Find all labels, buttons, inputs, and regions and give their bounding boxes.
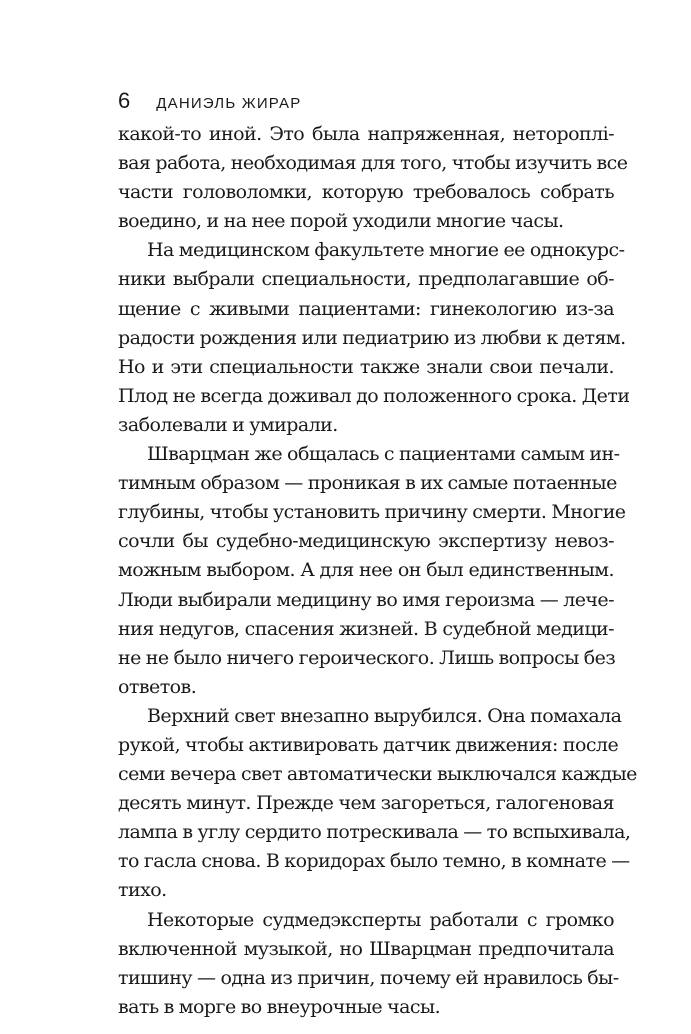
text-line: На медицинском факультете многие ее однокурс- xyxy=(147,239,625,262)
text-line: какой-то иной. Это была напряженная, нетороплі- xyxy=(118,123,614,145)
text-line: тихо. xyxy=(118,879,167,902)
paragraph xyxy=(118,702,637,906)
paragraph xyxy=(118,120,628,236)
text-line: вая работа, необходимая для того, чтобы изучить все xyxy=(118,152,628,175)
text-line: Плод не всегда доживал до положенного срока. Дети xyxy=(118,384,630,407)
text-line: Но и эти специальности также знали свои печали. xyxy=(118,355,614,378)
paragraph xyxy=(118,440,626,702)
text-line: радости рождения или педиатрию из любви к детям. xyxy=(118,326,626,349)
text-line: десять минут. Прежде чем загореться, галогеновая xyxy=(118,792,614,815)
text-line: ники выбрали специальности, предполагавшие об- xyxy=(118,268,614,291)
text-line: лампа в углу сердито потрескивала — то вспыхивала, xyxy=(118,821,631,844)
page-header xyxy=(118,88,301,116)
text-line: включенной музыкой, но Шварцман предпочитала xyxy=(118,937,614,960)
text-line: части головоломки, которую требовалось собрать xyxy=(118,181,614,204)
text-line: не не было ничего героического. Лишь вопросы без xyxy=(118,646,616,669)
text-line: Шварцман же общалась с пациентами самым ин- xyxy=(147,443,620,466)
text-line: заболевали и умирали. xyxy=(118,413,338,436)
text-line: глубины, чтобы установить причину смерти. Многие xyxy=(118,501,626,524)
text-line: щение с живыми пациентами: гинекологию из-за xyxy=(118,297,614,320)
paragraph xyxy=(118,236,630,440)
text-line: семи вечера свет автоматически выключался каждые xyxy=(118,763,637,786)
running-head-author: ДАНИЭЛЬ ЖИРАР xyxy=(156,95,302,112)
body-text xyxy=(118,120,637,1022)
text-line: рукой, чтобы активировать датчик движения: после xyxy=(118,733,619,756)
text-line: воедино, и на нее порой уходили многие часы. xyxy=(118,210,564,233)
text-line: тимным образом — проникая в их самые потаенные xyxy=(118,472,617,495)
text-line: можным выбором. А для нее он был единственным. xyxy=(118,559,614,582)
text-line: сочли бы судебно-медицинскую экспертизу невоз- xyxy=(118,530,614,553)
page-number: 6 xyxy=(118,88,131,113)
text-line: Некоторые судмедэксперты работали с громко xyxy=(147,908,614,931)
text-line: то гасла снова. В коридорах было темно, в комнате — xyxy=(118,850,630,873)
text-line: тишину — одна из причин, почему ей нравилось бы- xyxy=(118,966,619,989)
text-line: Верхний свет внезапно вырубился. Она помахала xyxy=(147,704,622,727)
text-line: Люди выбирали медицину во имя героизма — лече- xyxy=(118,588,614,611)
paragraph xyxy=(118,906,619,1022)
text-line: ния недугов, спасения жизней. В судебной медици- xyxy=(118,617,614,640)
text-line: ответов. xyxy=(118,675,197,698)
text-line: вать в морге во внеурочные часы. xyxy=(118,995,441,1018)
